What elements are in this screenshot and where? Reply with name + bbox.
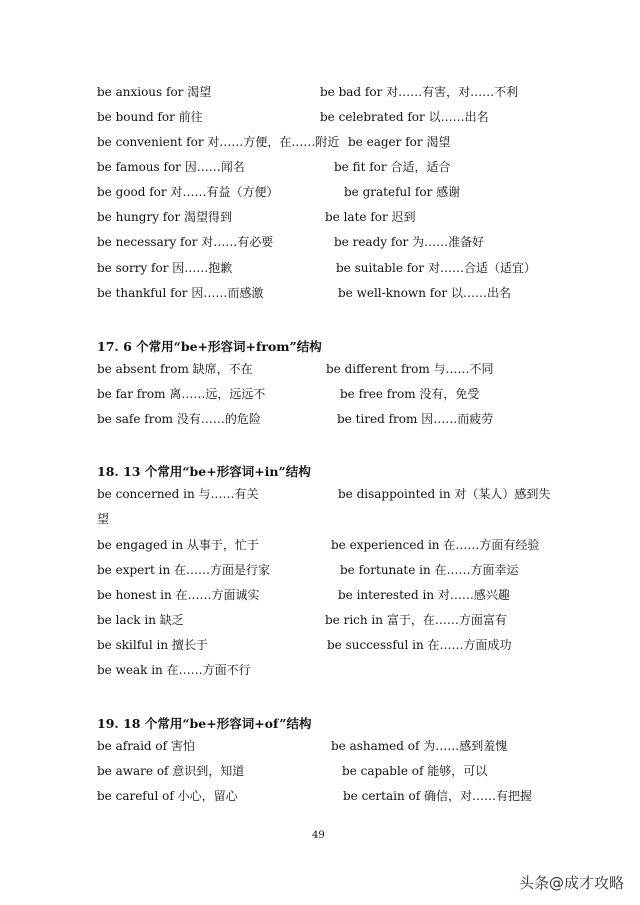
watermark	[519, 872, 624, 893]
phrase-left: be concerned in 与……有关	[97, 487, 259, 501]
phrase-right: be ready for 为……准备好	[334, 235, 485, 249]
phrase-right: be bad for 对……有害，对……不利	[320, 85, 519, 99]
phrase-right: be capable of 能够，可以	[342, 764, 488, 778]
phrase-left: be lack in 缺乏	[97, 613, 184, 627]
phrase-right: be suitable for 对……合适（适宜）	[336, 261, 536, 275]
phrase-left: be careful of 小心，留心	[97, 789, 238, 803]
phrase-right: be late for 迟到	[325, 210, 416, 224]
section-heading: 19. 18 个常用“be+形容词+of”结构	[97, 716, 312, 731]
phrase-left: be hungry for 渴望得到	[97, 210, 233, 224]
phrase-right: be celebrated for 以……出名	[320, 110, 489, 124]
phrase-left: be aware of 意识到，知道	[97, 764, 245, 778]
phrase-left: be sorry for 因……抱歉	[97, 261, 233, 275]
phrase-left: be skilful in 擅长于	[97, 638, 208, 652]
phrase-left: be weak in 在……方面不行	[97, 663, 251, 677]
phrase-left: be bound for 前往	[97, 110, 203, 124]
phrase-left: be necessary for 对……有必要	[97, 235, 274, 249]
phrase-left: be thankful for 因……而感激	[97, 286, 264, 300]
phrase-right: be grateful for 感谢	[344, 185, 461, 199]
phrase-right: be experienced in 在……方面有经验	[331, 538, 540, 552]
phrase-right: be tired from 因……而疲劳	[337, 412, 494, 426]
phrase-left: be engaged in 从事于，忙于	[97, 538, 259, 552]
phrase-right: be ashamed of 为……感到羞愧	[331, 739, 508, 753]
phrase-left: be afraid of 害怕	[97, 739, 195, 753]
watermark-prefix: 头条	[518, 874, 549, 892]
phrase-right: be well-known for 以……出名	[338, 286, 511, 300]
phrase-left: be safe from 没有……的危险	[97, 412, 261, 426]
phrase-left: be anxious for 渴望	[97, 85, 212, 99]
phrase-right: be different from 与……不同	[326, 362, 494, 376]
phrase-left: be absent from 缺席，不在	[97, 362, 253, 376]
phrase-right: be eager for 渴望	[348, 135, 451, 149]
phrase-continuation: 望	[97, 512, 110, 526]
phrase-right: be interested in 对……感兴趣	[338, 588, 510, 602]
phrase-right: be certain of 确信，对……有把握	[343, 789, 532, 803]
phrase-right: be disappointed in 对（某人）感到失	[338, 487, 551, 501]
phrase-left: be convenient for 对……方便，在……附近	[97, 135, 340, 149]
phrase-right: be fortunate in 在……方面幸运	[340, 563, 519, 577]
phrase-left: be good for 对……有益（方便）	[97, 185, 279, 199]
phrase-left: be expert in 在……方面是行家	[97, 563, 271, 577]
phrase-left: be honest in 在……方面诚实	[97, 588, 260, 602]
phrase-right: be free from 没有，免受	[340, 387, 480, 401]
phrase-right: be successful in 在……方面成功	[327, 638, 512, 652]
page-number: 49	[312, 830, 325, 841]
section-heading: 18. 13 个常用“be+形容词+in”结构	[97, 464, 311, 479]
phrase-left: be famous for 因……闻名	[97, 160, 245, 174]
watermark-handle: @成才攻略	[548, 874, 624, 892]
phrase-right: be rich in 富于，在……方面富有	[325, 613, 507, 627]
phrase-right: be fit for 合适，适合	[334, 160, 451, 174]
section-heading: 17. 6 个常用“be+形容词+from”结构	[97, 339, 322, 354]
phrase-left: be far from 离……远，远远不	[97, 387, 266, 401]
